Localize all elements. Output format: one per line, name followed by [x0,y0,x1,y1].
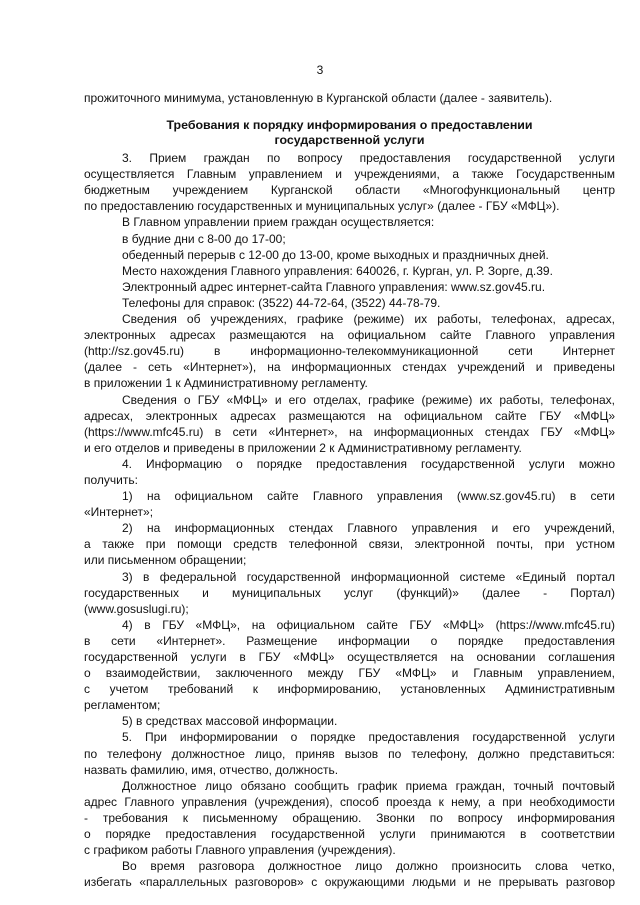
paragraph-line: - требования к письменному обращению. Звонки по вопросу информирования [84,810,615,825]
paragraph-line: в приложении 1 к Административному регламенту. [84,376,368,391]
paragraph-line: или письменном обращении; [84,553,247,568]
paragraph [84,214,615,230]
paragraph-line: В Главном управлении прием граждан осуществляется: [122,215,435,230]
paragraph-line: электронных адресах размещаются на официальном сайте Главного управления [84,328,615,343]
paragraph-line: (https://www.mfc45.ru) в сети «Интернет», на информационных стендах ГБУ «МФЦ» [84,424,615,439]
paragraph-line: Должностное лицо обязано сообщить график приема граждан, точный почтовый [122,778,615,793]
paragraph [84,488,615,520]
paragraph [84,247,615,263]
paragraph-line: назвать фамилию, имя, отчество, должность. [84,762,339,777]
paragraph-line: с учетом требований к информированию, установленных Административным [84,682,615,697]
paragraph-line: а также при помощи средств телефонной связи, электронной почты, при устном [84,537,615,552]
document-body [84,90,615,890]
paragraph-line: адресах, электронных адресах размещаются на официальном сайте ГБУ «МФЦ» [84,408,615,423]
paragraph-line: по предоставлению государственных и муниципальных услуг» (далее - ГБУ «МФЦ»). [84,199,560,214]
section-heading [84,118,615,148]
paragraph-line: «Интернет»; [84,505,154,520]
paragraph [84,713,615,729]
paragraph-line: бюджетным учреждением Курганской области «Многофункциональный центр [84,183,615,198]
paragraphs [84,150,615,890]
paragraph [84,279,615,295]
paragraph-line: (www.gosuslugi.ru); [84,601,189,616]
paragraph [84,311,615,391]
paragraph [84,858,615,890]
paragraph-line: избегать «параллельных разговоров» с окружающими людьми и не прерывать разговор [84,875,615,890]
paragraph [84,520,615,568]
paragraph-line: регламентом; [84,698,161,713]
paragraph [84,617,615,714]
paragraph-line: осуществляется Главным управлением и учреждениями, а также Государственным [84,167,615,182]
paragraph-line: Сведения об учреждениях, графике (режиме) их работы, телефонах, адресах, [122,312,615,327]
paragraph [84,150,615,214]
paragraph-line: Телефоны для справок: (3522) 44-72-64, (3522) 44-78-79. [122,295,441,310]
paragraph-line: 4) в ГБУ «МФЦ», на официальном сайте ГБУ «МФЦ» (https://www.mfc45.ru) [122,617,615,632]
paragraph-line: 5) в средствах массовой информации. [122,714,338,729]
paragraph-line: 2) на информационных стендах Главного управления и его учреждений, [122,521,615,536]
paragraph [84,456,615,488]
heading-line: Требования к порядку информирования о предоставлении [166,118,533,133]
paragraph [84,231,615,247]
paragraph-line: в сети «Интернет». Размещение информации о порядке предоставления [84,633,615,648]
paragraph-line: обеденный перерыв с 12-00 до 13-00, кроме выходных и праздничных дней. [122,247,549,262]
paragraph-line: государственных и муниципальных услуг (функций)» (далее - Портал) [84,585,615,600]
paragraph-line: о взаимодействии, заключенного между ГБУ «МФЦ» и Главным управлением, [84,666,615,681]
paragraph [84,392,615,456]
paragraph-line: получить: [84,472,138,487]
paragraph-line: государственной услуги в ГБУ «МФЦ» осуществляется на основании соглашения [84,650,615,664]
paragraph-line: Во время разговора должностное лицо должно произносить слова четко, [122,859,615,874]
paragraph [84,263,615,279]
paragraph [84,295,615,311]
paragraph-line: о порядке предоставления государственной услуги принимаются в соответствии [84,827,615,842]
paragraph-line: и его отделов и приведены в приложении 2 к Административному регламенту. [84,440,522,455]
paragraph-line: 1) на официальном сайте Главного управления (www.sz.gov45.ru) в сети [122,489,615,504]
paragraph-line: Сведения о ГБУ «МФЦ» и его отделах, графике (режиме) их работы, телефонах, [122,392,615,407]
paragraph-line: по телефону должностное лицо, приняв вызов по телефону, должно представиться: [84,746,615,761]
page-number: 3 [316,63,324,77]
paragraph-line: 4. Информацию о порядке предоставления государственной услуги можно [122,456,615,471]
paragraph-line: с графиком работы Главного управления (учреждения). [84,843,396,858]
paragraph [84,778,615,858]
paragraph-line: Электронный адрес интернет-сайта Главного управления: www.sz.gov45.ru. [122,279,546,294]
paragraph-line: 3) в федеральной государственной информационной системе «Единый портал [122,569,615,584]
paragraph-line: 5. При информировании о порядке предоставления государственной услуги [122,730,615,745]
paragraph-line: (http://sz.gov45.ru) в информационно-телекоммуникационной сети Интернет [84,344,615,359]
paragraph-line: (далее - сеть «Интернет»), на информационных стендах учреждений и приведены [84,360,615,375]
intro-line: прожиточного минимума, установленную в Курганской области (далее - заявитель). [84,91,553,105]
paragraph [84,569,615,617]
paragraph-line: 3. Прием граждан по вопросу предоставления государственной услуги [122,151,615,166]
paragraph [84,729,615,777]
paragraph-line: адрес Главного управления (учреждения), способ проезда к нему, а при необходимости [84,794,615,809]
paragraph-line: в будние дни с 8-00 до 17-00; [122,231,286,246]
paragraph-line: Место нахождения Главного управления: 640026, г. Курган, ул. Р. Зорге, д.39. [122,263,553,278]
heading-line: государственной услуги [274,133,425,148]
